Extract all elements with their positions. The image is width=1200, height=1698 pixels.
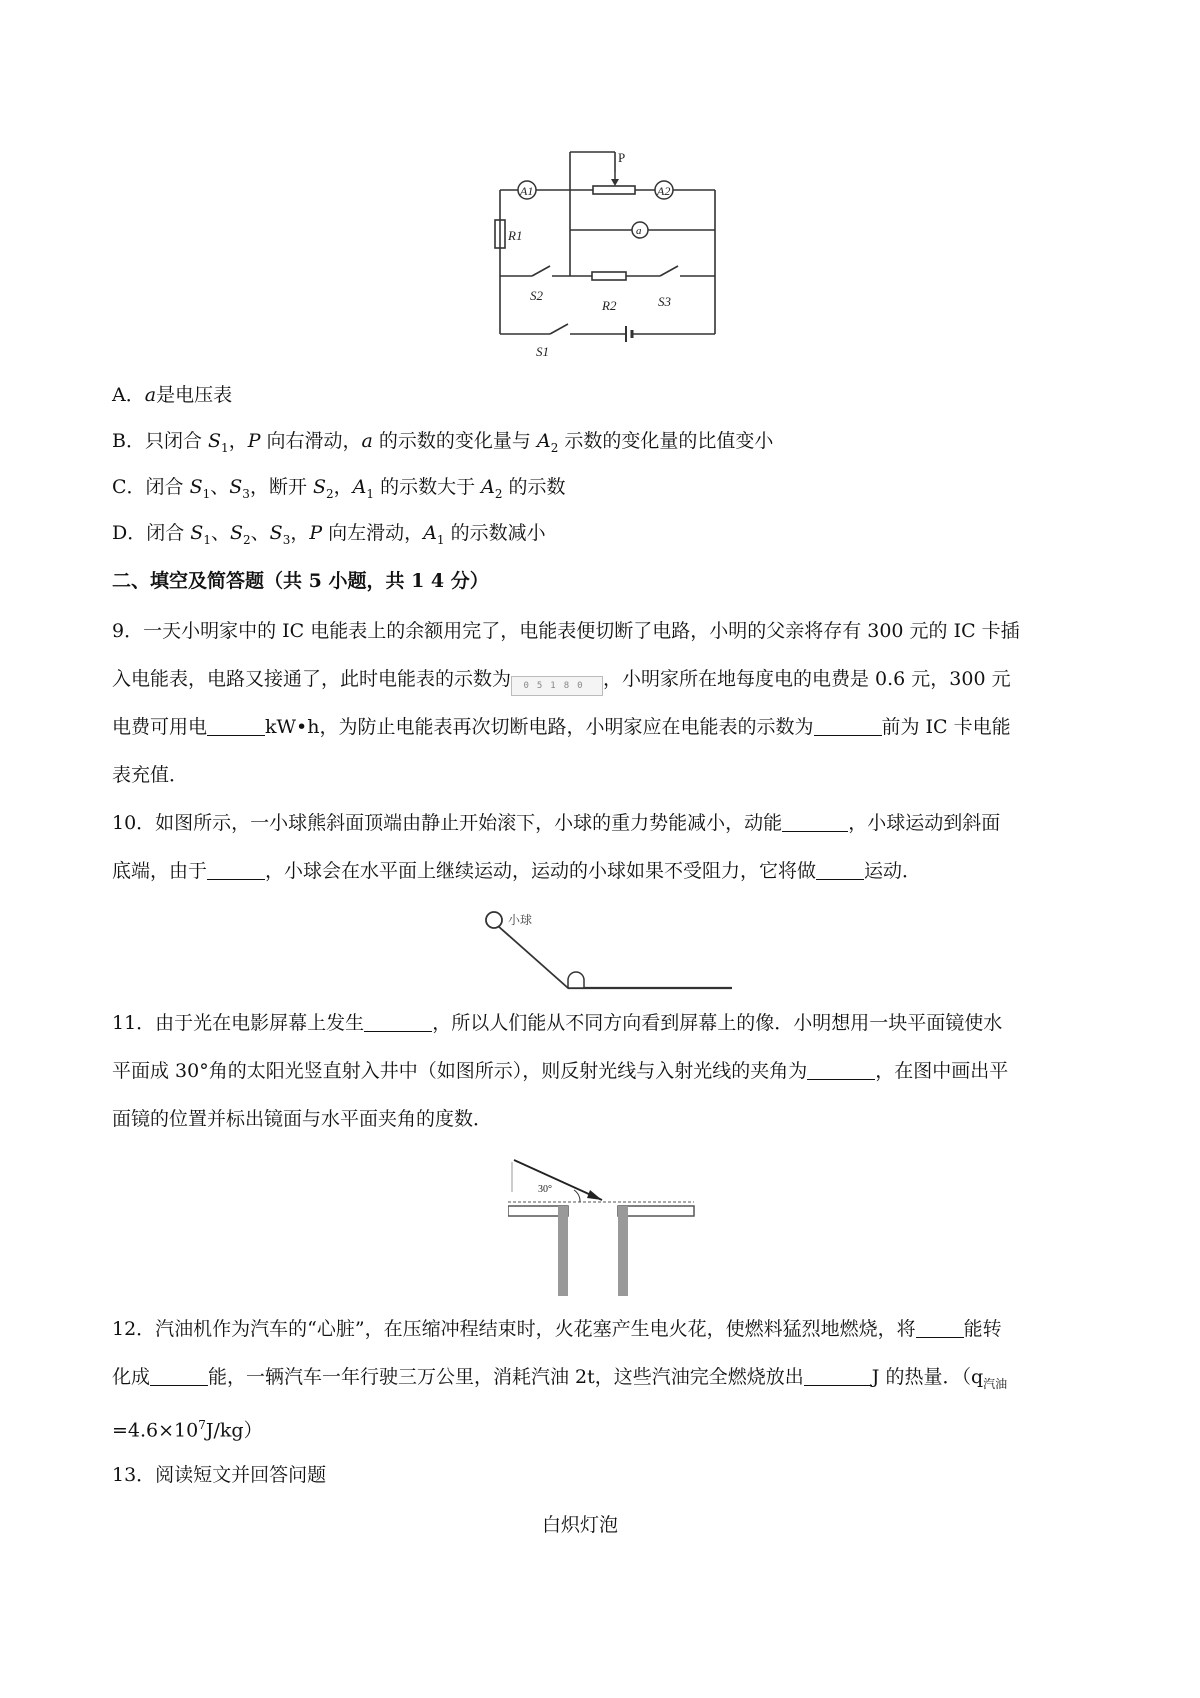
option-b: B．只闭合 $S_1$，P 向右滑动，a 的示数的变化量与 $A_2$ 示数的变化量的比值变小 bbox=[112, 430, 774, 455]
label-S3: S3 bbox=[658, 294, 671, 309]
answer-blank[interactable] bbox=[814, 715, 882, 736]
answer-blank[interactable] bbox=[207, 715, 265, 736]
q10-line2: 底端，由于 ，小球会在水平面上继续运动，运动的小球如果不受阻力，它将做 运动． bbox=[112, 860, 922, 882]
answer-blank[interactable] bbox=[804, 1365, 872, 1386]
q9-line3: 电费可用电 kW•h，为防止电能表再次切断电路，小明家应在电能表的示数为 前为 IC 卡电能 bbox=[112, 716, 1011, 738]
q9-line1: 9．一天小明家中的 IC 电能表上的余额用完了，电能表便切断了电路，小明的父亲将存有 300 元的 IC 卡插 bbox=[112, 620, 1020, 642]
answer-blank[interactable] bbox=[207, 859, 265, 880]
answer-blank[interactable] bbox=[816, 859, 864, 880]
label-A1: A1 bbox=[520, 184, 534, 198]
q11-line3: 面镜的位置并标出镜面与水平面夹角的度数． bbox=[112, 1108, 493, 1130]
q13-line1: 13．阅读短文并回答问题 bbox=[112, 1464, 327, 1486]
circuit-diagram bbox=[490, 148, 730, 368]
q11-line1: 11．由于光在电影屏幕上发生 ，所以人们能从不同方向看到屏幕上的像．小明想用一块平面镜使水 bbox=[112, 1012, 1003, 1034]
label-a: a bbox=[636, 225, 642, 237]
q12-line2: 化成 能，一辆汽车一年行驶三万公里，消耗汽油 2t，这些汽油完全燃烧放出 J 的热量．（$q_{汽油}$ bbox=[112, 1366, 1008, 1391]
answer-blank[interactable] bbox=[364, 1011, 432, 1032]
label-S1: S1 bbox=[536, 344, 549, 359]
ball-label: 小球 bbox=[508, 913, 533, 927]
q11-line2: 平面成 30°角的太阳光竖直射入井中（如图所示），则反射光线与入射光线的夹角为 ，在图中画出平 bbox=[112, 1060, 1009, 1082]
answer-blank[interactable] bbox=[916, 1317, 964, 1338]
ramp-figure bbox=[476, 902, 736, 992]
q10-line1: 10．如图所示，一小球熊斜面顶端由静止开始滚下，小球的重力势能减小，动能 ，小球运动到斜面 bbox=[112, 812, 1001, 834]
q12-line3: $=4.6\times 10^7J/kg$） bbox=[112, 1418, 263, 1442]
option-a: A．a是电压表 bbox=[112, 384, 233, 406]
section-heading: 二、填空及简答题（共 5 小题，共 1 4 分） bbox=[112, 570, 489, 592]
well-figure bbox=[508, 1156, 698, 1296]
angle-label: 30° bbox=[538, 1184, 552, 1195]
q12-line1: 12．汽油机作为汽车的“心脏”，在压缩冲程结束时，火花塞产生电火花，使燃料猛烈地燃烧，将 能转 bbox=[112, 1318, 1002, 1340]
label-P: P bbox=[618, 150, 626, 165]
answer-blank[interactable] bbox=[807, 1059, 875, 1080]
label-R2: R2 bbox=[602, 298, 617, 313]
answer-blank[interactable] bbox=[150, 1365, 208, 1386]
label-S2: S2 bbox=[530, 288, 543, 303]
q9-line2: 入电能表，电路又接通了，此时电能表的示数为 05180 ，小明家所在地每度电的电费是 0.6 元，300 元 bbox=[112, 666, 1011, 696]
label-A2: A2 bbox=[657, 184, 671, 198]
answer-blank[interactable] bbox=[782, 811, 848, 832]
article-title: 白炽灯泡 bbox=[541, 1514, 618, 1536]
option-c: C．闭合 $S_1$、$S_3$，断开 $S_2$，$A_1$ 的示数大于 $A_2$ 的示数 bbox=[112, 476, 566, 501]
option-d: D．闭合 $S_1$、$S_2$、$S_3$，P 向左滑动，$A_1$ 的示数减小 bbox=[112, 522, 546, 547]
label-R1: R1 bbox=[508, 228, 523, 243]
meter-reading-image: 05180 bbox=[511, 676, 603, 696]
q9-line4: 表充值． bbox=[112, 764, 189, 786]
